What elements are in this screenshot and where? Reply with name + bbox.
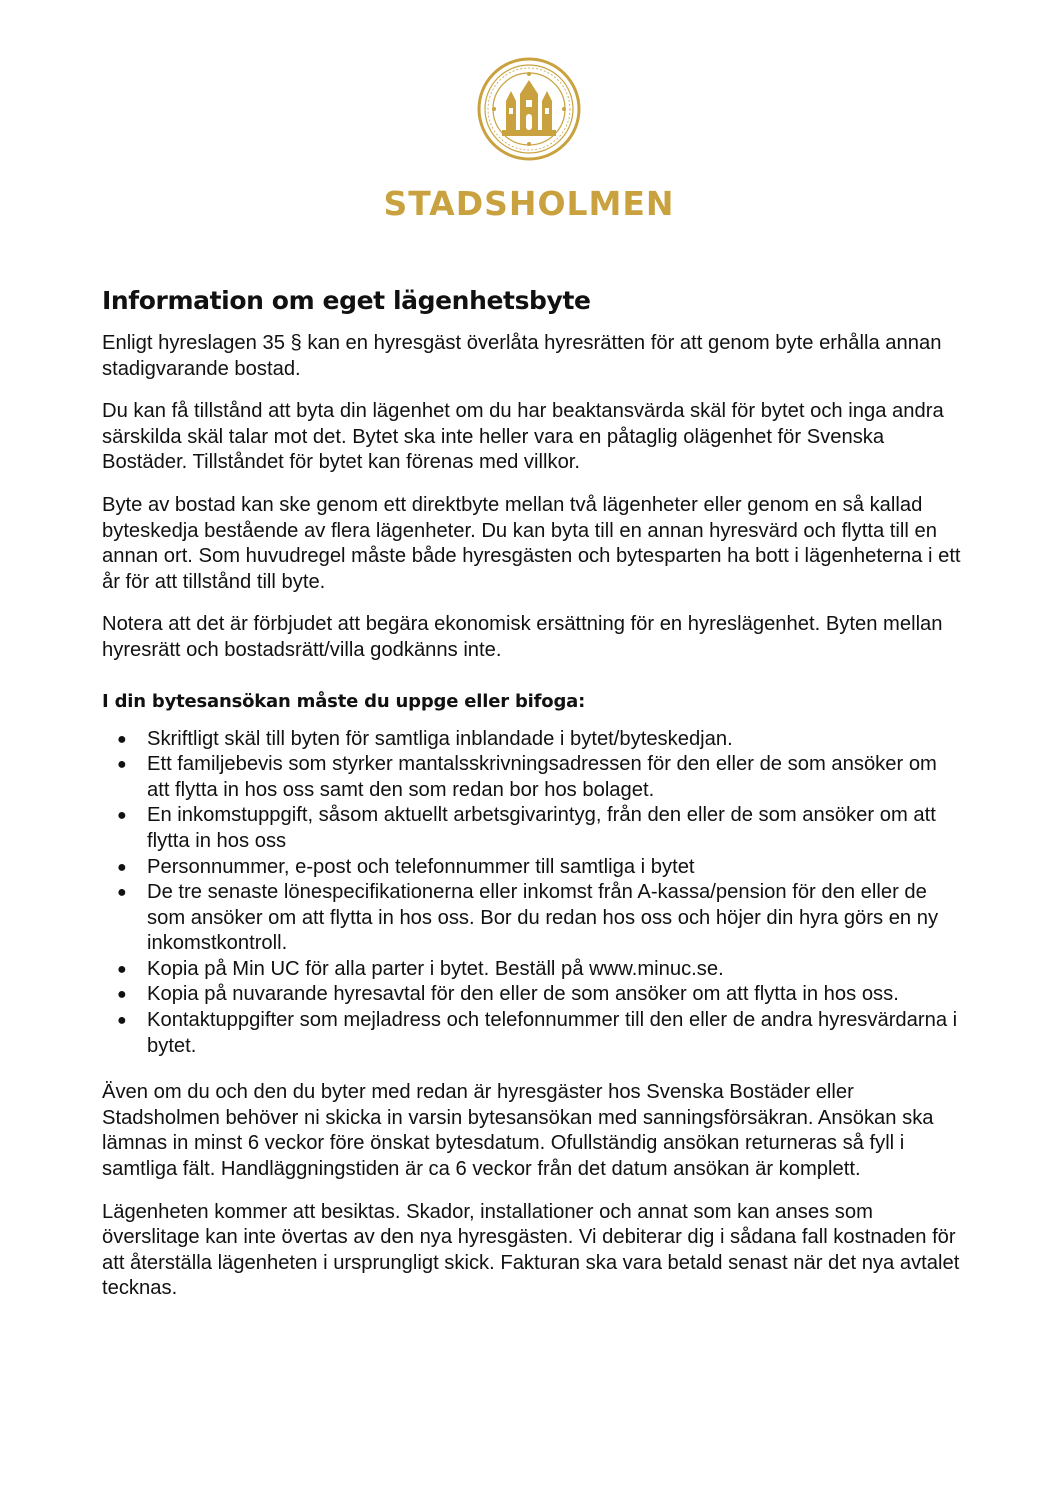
list-item <box>102 803 962 854</box>
list-item <box>102 982 962 1008</box>
document-body <box>102 286 962 1319</box>
list-item-text: En inkomstuppgift, såsom aktuellt arbetsgivarintyg, från den eller de som ansöker om att flytta in hos oss <box>147 804 936 852</box>
logo <box>0 56 1058 223</box>
paragraph: Byte av bostad kan ske genom ett direktbyte mellan två lägenheter eller genom en så kallad byteskedja bestående av flera lägenheter. Du kan byta till en annan hyresvärd och flytta till en annan ort. Som huvudregel måste både hyresgästen och bytesparten ha bott i lägenheterna i ett år för att tillstånd till byte. <box>102 493 961 593</box>
city-seal-icon <box>476 56 582 162</box>
list-item-text: Skriftligt skäl till byten för samtliga inblandade i bytet/byteskedjan. <box>147 727 733 750</box>
list-item-text: De tre senaste lönespecifikationerna eller inkomst från A-kassa/pension för den eller de som ansöker om att flytta in hos oss. Bor du redan hos oss och höjer din hyra görs en ny inkomstkontroll. <box>147 881 939 955</box>
list-item <box>102 752 962 803</box>
bullet-icon: ● <box>117 756 127 774</box>
list-item <box>102 880 962 957</box>
paragraph: Även om du och den du byter med redan är hyresgäster hos Svenska Bostäder eller Stadsholmen behöver ni skicka in varsin bytesansökan med sanningsförsäkran. Ansökan ska lämnas in minst 6 veckor före önskat bytesdatum. Ofullständig ansökan returneras så fyll i samtliga fält. Handläggningstiden är ca 6 veckor från det datum ansökan är komplett. <box>102 1081 934 1181</box>
bullet-icon: ● <box>117 986 127 1004</box>
list-item <box>102 1008 962 1059</box>
paragraph: Lägenheten kommer att besiktas. Skador, installationer och annat som kan anses som överslitage kan inte övertas av den nya hyresgästen. Vi debiterar dig i sådana fall kostnaden för att återställa lägenheten i ursprungligt skick. Fakturan ska vara betald senast när det nya avtalet tecknas. <box>102 1200 960 1300</box>
bullet-icon: ● <box>117 730 127 748</box>
bullet-icon: ● <box>117 858 127 876</box>
page-title: Information om eget lägenhetsbyte <box>102 286 591 315</box>
list-item-text: Ett familjebevis som styrker mantalsskrivningsadressen för den eller de som ansöker om att flytta in hos oss samt den som redan bor hos bolaget. <box>147 753 937 801</box>
bullet-icon: ● <box>117 807 127 825</box>
list-item-text: Personnummer, e-post och telefonnummer till samtliga i bytet <box>147 855 695 878</box>
wordmark: STADSHOLMEN <box>383 184 675 223</box>
requirements-list <box>102 727 962 1060</box>
paragraph: Enligt hyreslagen 35 § kan en hyresgäst överlåta hyresrätten för att genom byte erhålla annan stadigvarande bostad. <box>102 332 942 380</box>
list-item-text: Kopia på Min UC för alla parter i bytet. Beställ på www.minuc.se. <box>147 957 724 980</box>
list-item <box>102 855 962 881</box>
bullet-icon: ● <box>117 960 127 978</box>
paragraph: Notera att det är förbjudet att begära ekonomisk ersättning för en hyreslägenhet. Byten mellan hyresrätt och bostadsrätt/villa godkänns inte. <box>102 613 943 661</box>
bullet-icon: ● <box>117 884 127 902</box>
list-item-text: Kopia på nuvarande hyresavtal för den eller de som ansöker om att flytta in hos oss. <box>147 983 899 1006</box>
bullet-icon: ● <box>117 1012 127 1030</box>
list-item-text: Kontaktuppgifter som mejladress och telefonnummer till den eller de andra hyresvärdarna i bytet. <box>147 1009 958 1057</box>
paragraph: Du kan få tillstånd att byta din lägenhet om du har beaktansvärda skäl för bytet och inga andra särskilda skäl talar mot det. Bytet ska inte heller vara en påtaglig olägenhet för Svenska Bostäder. Tillståndet för bytet kan förenas med villkor. <box>102 400 944 474</box>
list-item <box>102 727 962 753</box>
requirements-heading: I din bytesansökan måste du uppge eller bifoga: <box>102 690 586 712</box>
list-item <box>102 957 962 983</box>
